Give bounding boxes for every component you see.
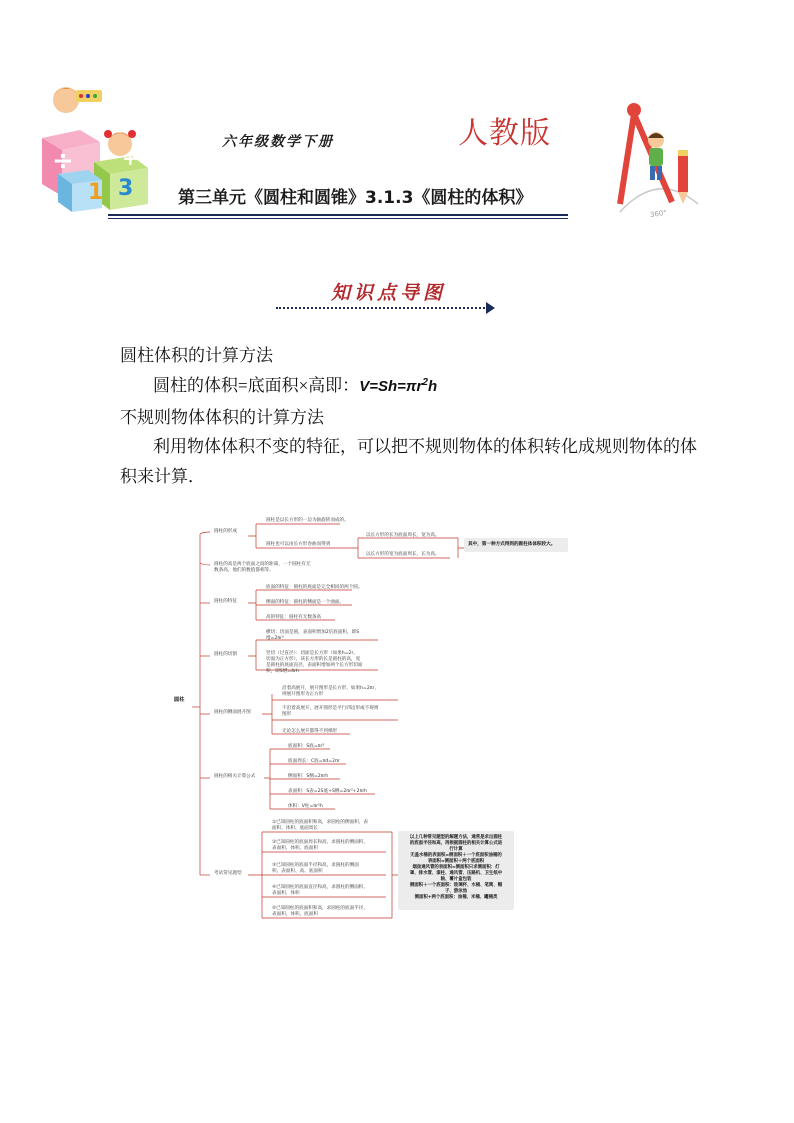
grade-label: 六年级数学下册: [222, 134, 334, 150]
mm-formula-item: 体积：V柱=πr²h: [288, 804, 323, 809]
mm-formula-item: 表面积：S表=2S底+S侧=2πr²+2πrh: [288, 789, 368, 794]
unit-title: 第三单元《圆柱和圆锥》3.1.3《圆柱的体积》: [178, 188, 533, 208]
formula-main: V=Sh=πr: [359, 378, 423, 395]
mm-formation-label: 圆柱的形成: [214, 529, 237, 534]
mm-exam-note: [401, 835, 511, 901]
mm-exam-note-line: 无盖水桶的表面积=侧面积＋一个底面积油桶的: [410, 853, 502, 858]
mm-height-def: 圆柱的高是两个底面之间的距离，一个圆柱有无: [214, 562, 311, 567]
mm-formation-subitem: 以长方形的宽为底面周长，长为高。: [366, 552, 440, 557]
cube-number-1: 1: [88, 180, 104, 205]
mm-exam-item: 面积、体积、底面周长: [272, 826, 318, 831]
formula-prefix: 圆柱的体积=底面积×高即：: [153, 376, 360, 395]
mm-features-item: 侧面的特征：圆柱的侧面是一个曲面。: [266, 600, 345, 605]
mm-exam-item: ②已知圆柱的底面周长和高，求圆柱的侧面积、: [272, 840, 368, 845]
irregular-volume-line1: 利用物体体积不变的特征，可以把不规则物体的体积转化成规则物体的体: [153, 437, 697, 456]
section-title: 知识点导图: [331, 282, 447, 304]
mm-exam-item: 表面积、体积: [272, 891, 300, 896]
cube-symbol-plus: +: [122, 146, 139, 170]
mm-exam-note-line: 烟囱通风管的表面积=侧面积只求侧面积：灯: [412, 865, 500, 870]
mm-exam-item: 表面积、体积、底面积: [272, 912, 318, 917]
mm-cutting-item: 积，即S增=4rh: [266, 669, 299, 674]
mm-features-label: 圆柱的特征: [214, 599, 237, 604]
mm-cutting-item: 横切：切面是圆，表面积增加2倍底面积，即S: [266, 630, 360, 635]
mm-exam-note-line: 行计算: [449, 847, 463, 852]
mm-exam-note-line: 表面积=侧面积＋两个底面积: [427, 859, 485, 864]
edition-label: 人教版: [458, 116, 551, 151]
mm-formula-item: 底面周长：C底=πd=2πr: [288, 759, 340, 764]
mm-features-item: 高的特征：圆柱有无数条高: [266, 615, 322, 620]
mm-formation-item: 圆柱是以长方形的一边为轴旋转而成的。: [266, 518, 349, 523]
mm-cutting-item: 是圆柱的底面直径，表面积增加两个长方形切面: [266, 663, 363, 668]
mm-exam-note-line: 以上几种常见题型的解题方法，通常是求出圆柱: [409, 835, 503, 840]
formula-tail: h: [427, 378, 438, 395]
mm-formulas-label: 圆柱的相关计算公式: [214, 774, 256, 779]
mm-cutting-item: 竖切（过直径）：切面是长方形（如果h=2r，: [266, 651, 358, 656]
mm-exam-note-line: 轴、薯片盒包装: [440, 877, 472, 882]
mm-cutting-item: 增=2πr²: [266, 636, 284, 641]
mm-unfold-item: 图形: [282, 712, 292, 717]
mm-unfold-label: 圆柱的侧面展开图: [214, 710, 251, 715]
mm-exam-note-line: 子、游泳池: [445, 889, 467, 894]
mm-exam-note-line: 侧面积＋一个底面积：玻璃杯、水桶、笔筒、帽: [409, 883, 503, 888]
mm-exam-note-line: 侧面积+两个底面积：油桶、米桶、罐桶类: [414, 895, 498, 900]
mindmap-root: 圆柱: [174, 697, 185, 703]
mm-exam-note-line: 罩、排水管、漆柱、通风管、压路机、卫生纸中: [409, 871, 503, 876]
mm-unfold-item: 不沿着高展开，展开图形是平行四边形或不规则: [282, 706, 379, 711]
mm-formula-item: 底面积：S底=πr²: [288, 744, 325, 749]
mm-exam-label: 考试常见题型: [214, 871, 242, 876]
mm-exam-note-line: 的底面半径和高，再根据圆柱的相关计算公式进: [409, 841, 503, 846]
mm-exam-item: ③已知圆柱的底面半径和高，求圆柱的侧面: [272, 863, 359, 868]
mm-unfold-item: 无论怎么展开都得不到梯形: [282, 729, 338, 734]
compass-degree-text: 360°: [649, 208, 668, 220]
mm-exam-item: 积、表面积、高、底面积: [272, 869, 323, 874]
mm-exam-item: ⑤已知圆柱的底面积和高，求圆柱的底面半径、: [272, 906, 368, 911]
mm-formation-item: 圆柱也可以由长方形卷曲而得到: [266, 542, 331, 547]
mm-formula-item: 侧面积：S侧=2πrh: [288, 774, 329, 779]
mm-cutting-label: 圆柱的切割: [214, 652, 237, 657]
mm-exam-item: ①已知圆柱的底面积和高，求圆柱的侧面积、表: [272, 820, 368, 825]
mm-formation-subitem: 以长方形的长为底面周长，宽为高。: [366, 533, 440, 538]
formula-exponent: 2: [422, 377, 428, 388]
cube-symbol-divide: ÷: [52, 146, 74, 176]
mm-formation-note: 其中，第一种方式得到的圆柱体体积较大。: [468, 542, 556, 547]
cube-number-3: 3: [118, 176, 134, 201]
mm-cutting-item: 切面为正方形），该长方形的长是圆柱的高，宽: [266, 657, 361, 662]
irregular-volume-line2: 积来计算．: [120, 467, 205, 486]
mm-unfold-item: 沿着高展开，展开图形是长方形，如果h=2πr，: [282, 686, 380, 691]
mm-unfold-item: 则展开图形为正方形: [282, 692, 324, 697]
mm-features-item: 底面的特征：圆柱的底面是完全相同的两个圆。: [266, 585, 363, 590]
mm-exam-item: ④已知圆柱的底面直径和高，求圆柱的侧面积、: [272, 885, 368, 890]
heading-irregular-volume: 不规则物体体积的计算方法: [120, 408, 324, 427]
mm-exam-item: 表面积、体积、底面积: [272, 846, 318, 851]
mm-height-def: 数条高，他们的数值都相等。: [214, 568, 274, 573]
heading-cylinder-volume: 圆柱体积的计算方法: [120, 346, 273, 365]
